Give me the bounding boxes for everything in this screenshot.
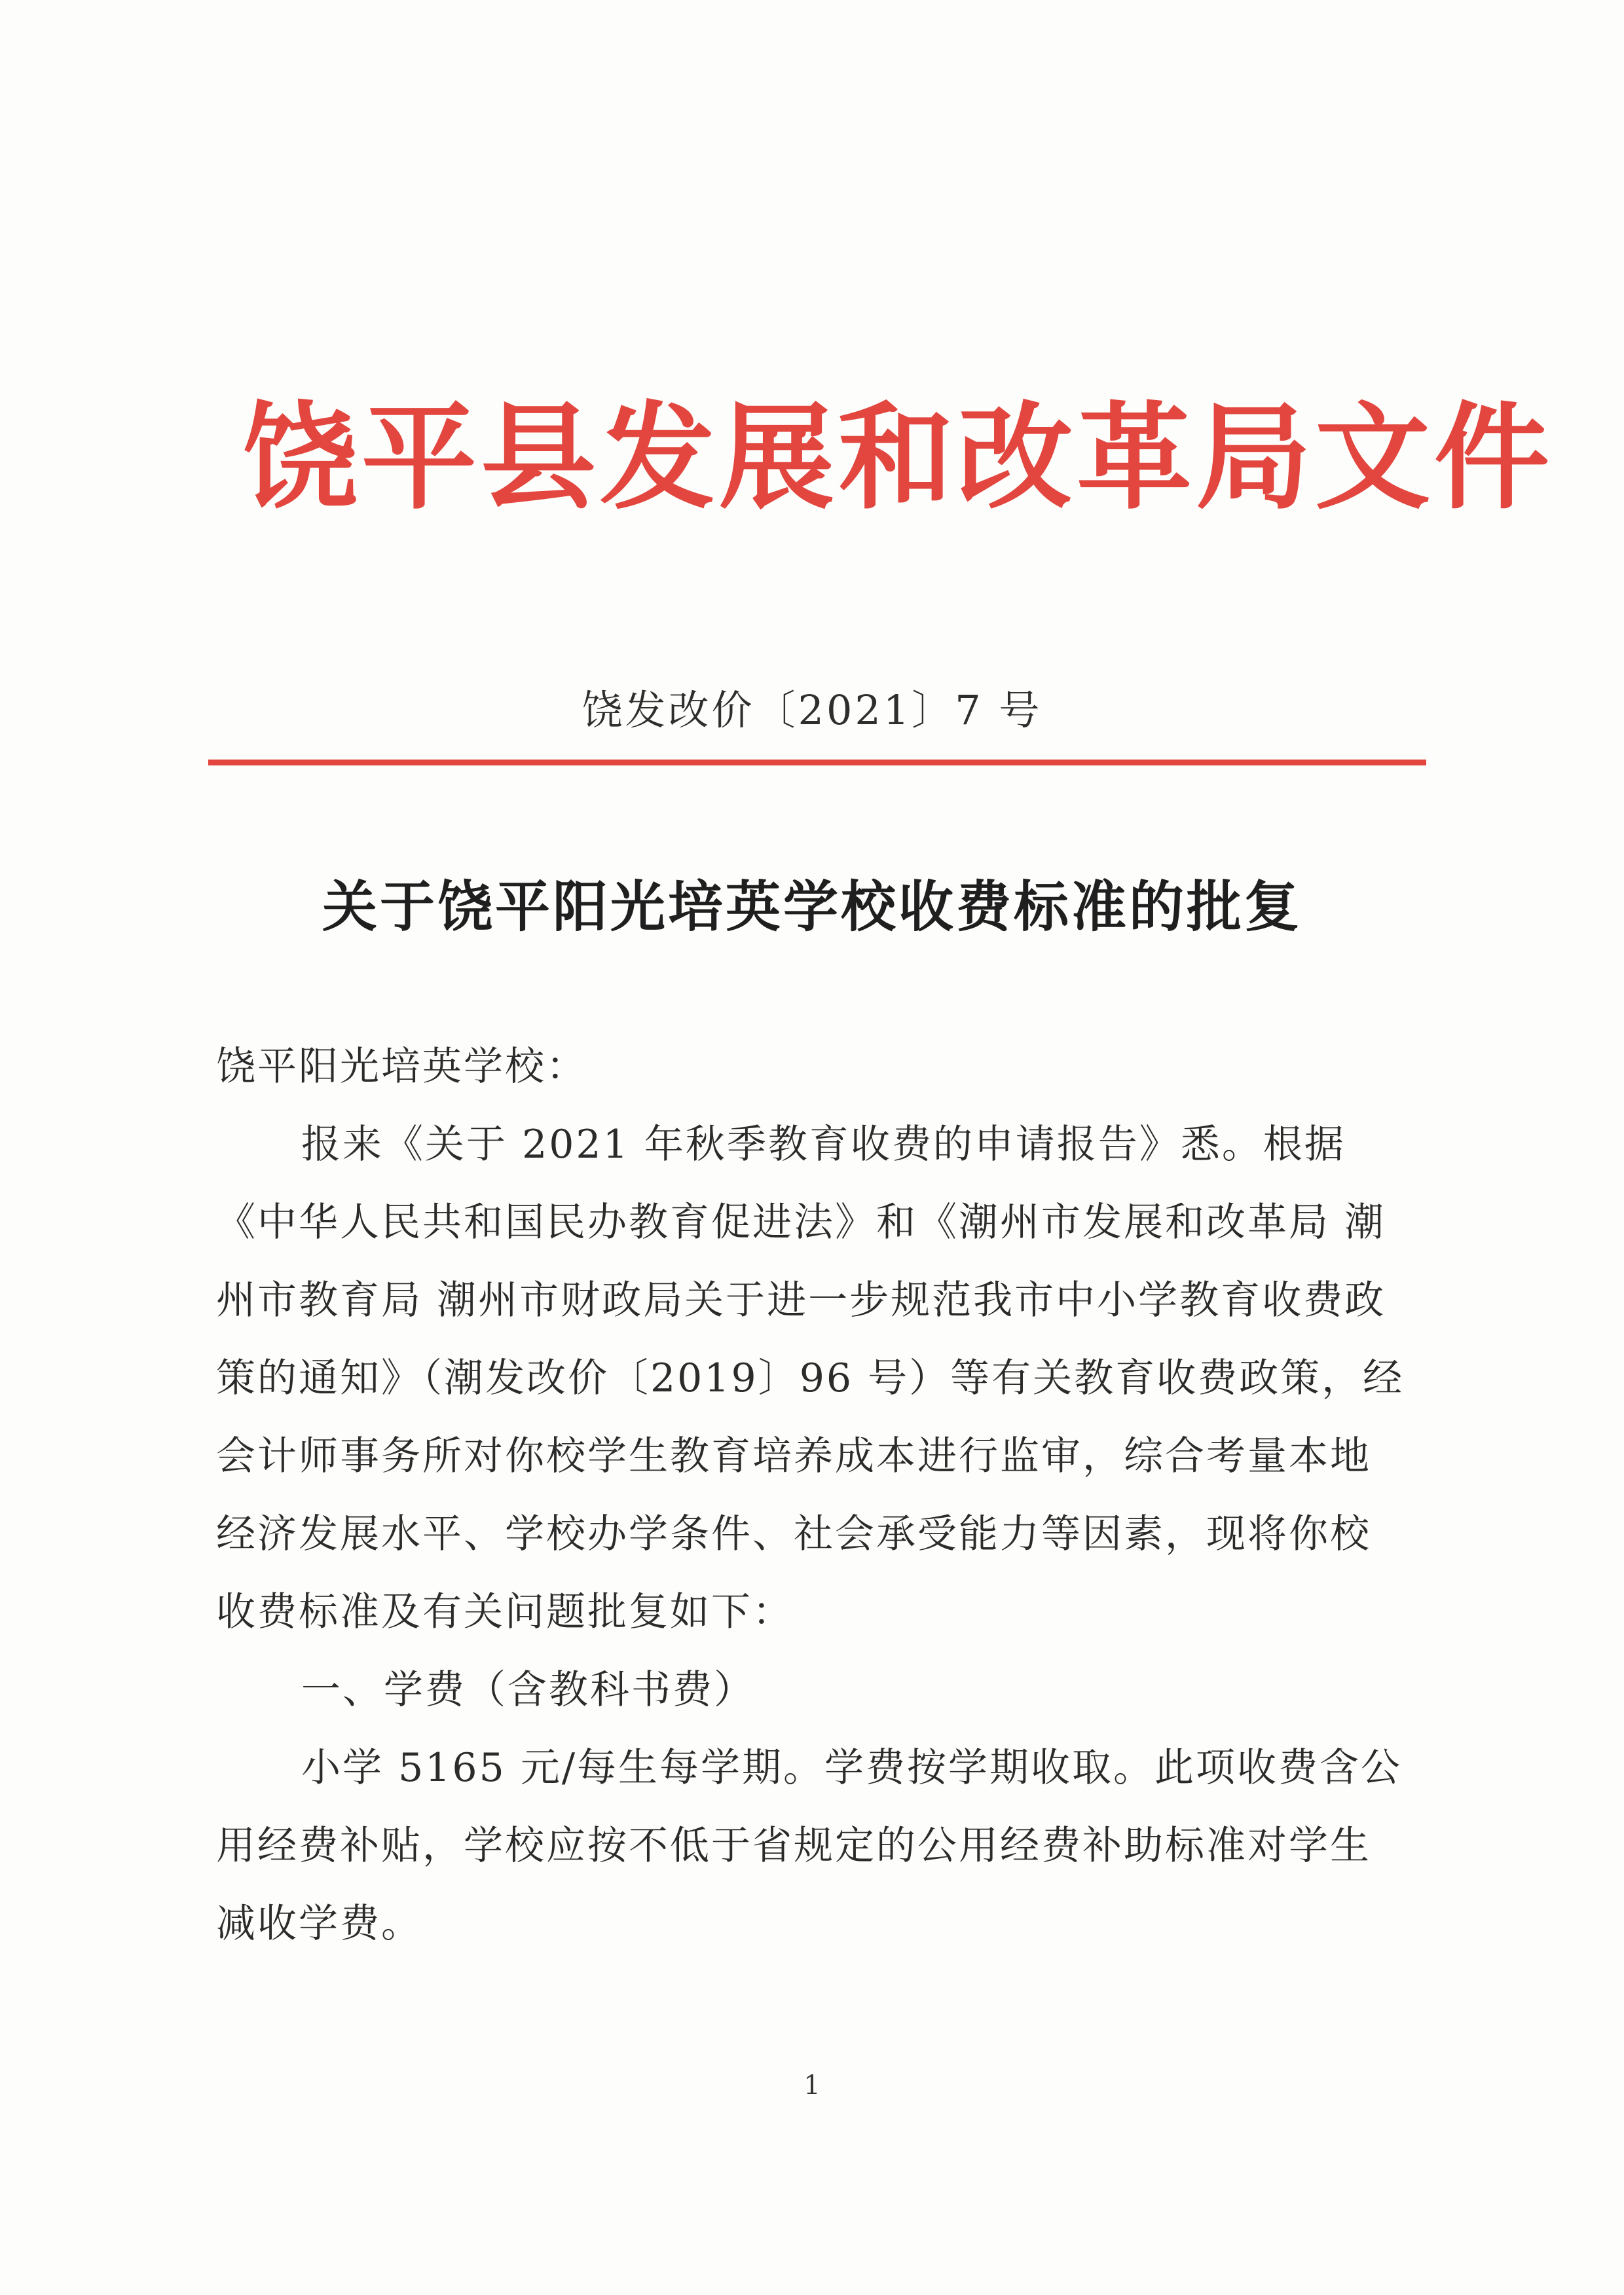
document-masthead: 饶平县发展和改革局文件	[242, 391, 1554, 525]
document-number: 饶发改价〔2021〕7 号	[581, 686, 1043, 734]
red-divider-line	[208, 760, 1426, 765]
recipient-line: 饶平阳光培英学校：	[216, 1044, 587, 1090]
page-number: 1	[803, 2070, 821, 2101]
document-body	[216, 1028, 1408, 1963]
body-paragraph: 小学 5165 元/每生每学期。学费按学期收取。此项收费含公用经费补贴，学校应按不低于省规定的公用经费补助标准对学生减收学费。	[216, 1745, 1403, 1947]
section-heading: 一、学费（含教科书费）	[301, 1667, 755, 1713]
document-title: 关于饶平阳光培英学校收费标准的批复	[322, 875, 1302, 939]
body-paragraph: 报来《关于 2021 年秋季教育收费的申请报告》悉。根据《中华人民共和国民办教育促进法》和《潮州市发展和改革局 潮州市教育局 潮州市财政局关于进一步规范我市中小学教育收费政策的通知》（潮发改价〔2019〕96 号）等有关教育收费政策，经会计师事务所对你校学生教育培养成本进行监审，综合考量本地经济发展水平、学校办学条件、社会承受能力等因素，现将你校收费标准及有关问题批复如下：	[216, 1122, 1405, 1635]
